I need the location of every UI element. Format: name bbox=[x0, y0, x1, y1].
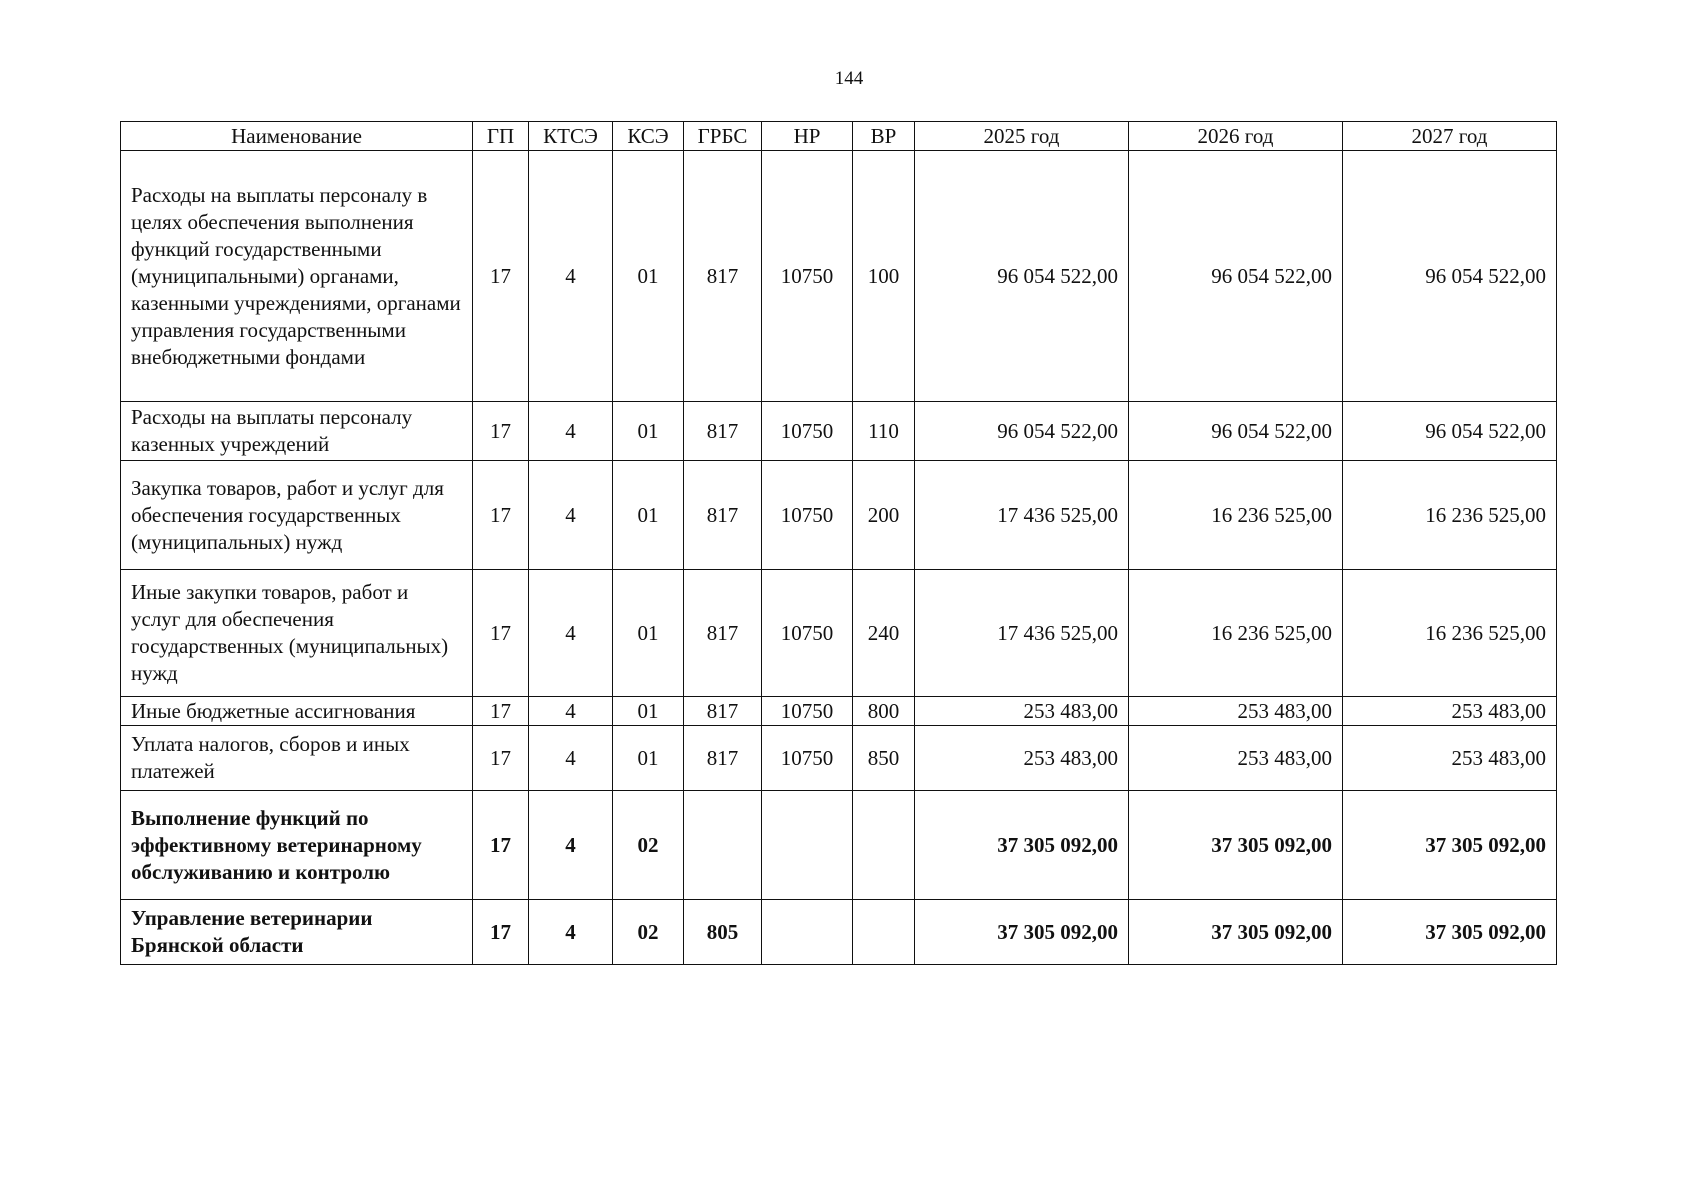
table-row bbox=[121, 791, 1557, 900]
cell-nr: 10750 bbox=[762, 570, 853, 697]
cell-2026: 16 236 525,00 bbox=[1129, 461, 1343, 570]
header-2026: 2026 год bbox=[1129, 122, 1343, 151]
cell-name: Закупка товаров, работ и услуг для обеспечения государственных (муниципальных) нужд bbox=[121, 461, 473, 570]
cell-ktse: 4 bbox=[529, 726, 613, 791]
table-header-row bbox=[121, 122, 1557, 151]
header-gp: ГП bbox=[473, 122, 529, 151]
cell-2026: 37 305 092,00 bbox=[1129, 791, 1343, 900]
cell-vr: 800 bbox=[853, 697, 915, 726]
cell-2025: 253 483,00 bbox=[915, 697, 1129, 726]
header-name: Наименование bbox=[121, 122, 473, 151]
cell-vr bbox=[853, 900, 915, 965]
cell-kse: 01 bbox=[613, 461, 684, 570]
cell-2026: 96 054 522,00 bbox=[1129, 151, 1343, 402]
cell-vr: 850 bbox=[853, 726, 915, 791]
cell-grbs: 805 bbox=[684, 900, 762, 965]
cell-2025: 37 305 092,00 bbox=[915, 900, 1129, 965]
cell-2025: 17 436 525,00 bbox=[915, 570, 1129, 697]
cell-name: Иные бюджетные ассигнования bbox=[121, 697, 473, 726]
table-row bbox=[121, 402, 1557, 461]
table-body bbox=[121, 151, 1557, 965]
cell-name: Выполнение функций по эффективному ветеринарному обслуживанию и контролю bbox=[121, 791, 473, 900]
cell-ktse: 4 bbox=[529, 461, 613, 570]
cell-nr: 10750 bbox=[762, 151, 853, 402]
cell-grbs: 817 bbox=[684, 697, 762, 726]
cell-nr: 10750 bbox=[762, 402, 853, 461]
cell-vr: 110 bbox=[853, 402, 915, 461]
cell-2026: 37 305 092,00 bbox=[1129, 900, 1343, 965]
cell-gp: 17 bbox=[473, 791, 529, 900]
cell-gp: 17 bbox=[473, 402, 529, 461]
page-number: 144 bbox=[834, 68, 864, 89]
cell-nr: 10750 bbox=[762, 461, 853, 570]
table-row bbox=[121, 151, 1557, 402]
cell-kse: 01 bbox=[613, 402, 684, 461]
cell-2025: 96 054 522,00 bbox=[915, 402, 1129, 461]
cell-2026: 16 236 525,00 bbox=[1129, 570, 1343, 697]
cell-vr: 200 bbox=[853, 461, 915, 570]
cell-2026: 253 483,00 bbox=[1129, 726, 1343, 791]
table-row bbox=[121, 697, 1557, 726]
cell-grbs: 817 bbox=[684, 726, 762, 791]
cell-gp: 17 bbox=[473, 151, 529, 402]
cell-2025: 253 483,00 bbox=[915, 726, 1129, 791]
cell-gp: 17 bbox=[473, 461, 529, 570]
header-kse: КСЭ bbox=[613, 122, 684, 151]
cell-grbs: 817 bbox=[684, 151, 762, 402]
cell-ktse: 4 bbox=[529, 791, 613, 900]
cell-kse: 01 bbox=[613, 726, 684, 791]
cell-name: Уплата налогов, сборов и иных платежей bbox=[121, 726, 473, 791]
header-nr: НР bbox=[762, 122, 853, 151]
cell-2025: 37 305 092,00 bbox=[915, 791, 1129, 900]
cell-2026: 253 483,00 bbox=[1129, 697, 1343, 726]
cell-2027: 253 483,00 bbox=[1343, 726, 1557, 791]
cell-grbs: 817 bbox=[684, 461, 762, 570]
cell-2027: 37 305 092,00 bbox=[1343, 791, 1557, 900]
cell-name: Расходы на выплаты персоналу казенных учреждений bbox=[121, 402, 473, 461]
cell-grbs: 817 bbox=[684, 402, 762, 461]
cell-grbs: 817 bbox=[684, 570, 762, 697]
cell-2027: 253 483,00 bbox=[1343, 697, 1557, 726]
cell-2025: 17 436 525,00 bbox=[915, 461, 1129, 570]
table-row bbox=[121, 461, 1557, 570]
cell-2026: 96 054 522,00 bbox=[1129, 402, 1343, 461]
cell-gp: 17 bbox=[473, 900, 529, 965]
header-ktse: КТСЭ bbox=[529, 122, 613, 151]
cell-ktse: 4 bbox=[529, 900, 613, 965]
cell-kse: 01 bbox=[613, 570, 684, 697]
cell-vr: 100 bbox=[853, 151, 915, 402]
cell-name: Иные закупки товаров, работ и услуг для обеспечения государственных (муниципальных) нужд bbox=[121, 570, 473, 697]
cell-name: Расходы на выплаты персоналу в целях обеспечения выполнения функций государственными (муниципальными) органами, казенными учреждениями, органами управления государственными внебюджетными фондами bbox=[121, 151, 473, 402]
header-2027: 2027 год bbox=[1343, 122, 1557, 151]
cell-nr: 10750 bbox=[762, 726, 853, 791]
cell-kse: 02 bbox=[613, 900, 684, 965]
cell-gp: 17 bbox=[473, 726, 529, 791]
cell-grbs bbox=[684, 791, 762, 900]
cell-2027: 16 236 525,00 bbox=[1343, 570, 1557, 697]
cell-ktse: 4 bbox=[529, 151, 613, 402]
cell-gp: 17 bbox=[473, 697, 529, 726]
table-row bbox=[121, 900, 1557, 965]
cell-nr: 10750 bbox=[762, 697, 853, 726]
header-grbs: ГРБС bbox=[684, 122, 762, 151]
cell-2027: 96 054 522,00 bbox=[1343, 402, 1557, 461]
cell-name: Управление ветеринарии Брянской области bbox=[121, 900, 473, 965]
cell-ktse: 4 bbox=[529, 697, 613, 726]
cell-nr bbox=[762, 791, 853, 900]
cell-2027: 96 054 522,00 bbox=[1343, 151, 1557, 402]
cell-ktse: 4 bbox=[529, 402, 613, 461]
cell-vr bbox=[853, 791, 915, 900]
cell-kse: 01 bbox=[613, 151, 684, 402]
header-2025: 2025 год bbox=[915, 122, 1129, 151]
table-row bbox=[121, 726, 1557, 791]
cell-2027: 16 236 525,00 bbox=[1343, 461, 1557, 570]
cell-2025: 96 054 522,00 bbox=[915, 151, 1129, 402]
table-row bbox=[121, 570, 1557, 697]
cell-ktse: 4 bbox=[529, 570, 613, 697]
budget-table bbox=[120, 121, 1557, 965]
header-vr: ВР bbox=[853, 122, 915, 151]
cell-gp: 17 bbox=[473, 570, 529, 697]
cell-nr bbox=[762, 900, 853, 965]
cell-vr: 240 bbox=[853, 570, 915, 697]
cell-kse: 01 bbox=[613, 697, 684, 726]
cell-kse: 02 bbox=[613, 791, 684, 900]
cell-2027: 37 305 092,00 bbox=[1343, 900, 1557, 965]
